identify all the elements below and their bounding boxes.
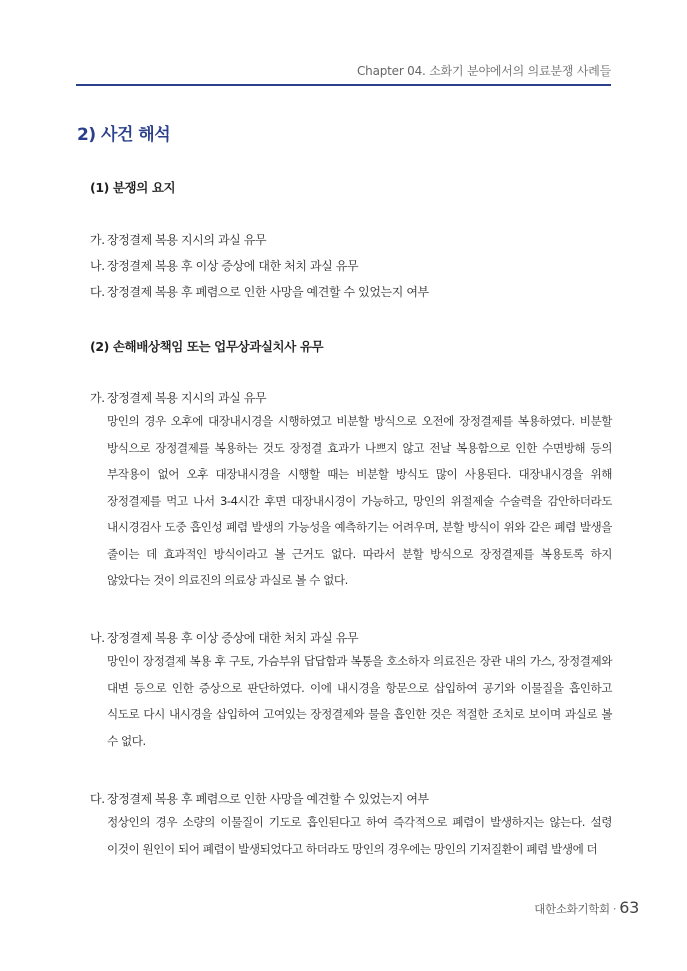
list-text: 장정결제 복용 후 폐렴으로 인한 사망을 예견할 수 있었는지 여부 bbox=[107, 285, 429, 299]
list-marker: 가. bbox=[90, 233, 105, 247]
dispute-item-3 bbox=[90, 283, 429, 300]
dispute-item-2 bbox=[90, 257, 358, 274]
list-marker: 다. bbox=[90, 285, 105, 299]
page-number: 63 bbox=[619, 898, 639, 917]
liability-title: (2) 손해배상책임 또는 업무상과실치사 유무 bbox=[90, 339, 324, 354]
liability-item-1-heading bbox=[90, 389, 266, 406]
list-marker: 나. bbox=[90, 631, 105, 645]
list-text: 장정결제 복용 지시의 과실 유무 bbox=[107, 391, 267, 405]
dispute-summary-title: (1) 분쟁의 요지 bbox=[90, 180, 176, 195]
dispute-item-1 bbox=[90, 231, 266, 248]
liability-item-2-heading bbox=[90, 629, 358, 646]
list-text: 장정결제 복용 지시의 과실 유무 bbox=[107, 233, 267, 247]
list-marker: 다. bbox=[90, 792, 105, 806]
liability-item-3-heading bbox=[90, 790, 429, 807]
list-text: 장정결제 복용 후 이상 증상에 대한 처치 과실 유무 bbox=[107, 631, 359, 645]
society-name: 대한소화기학회 bbox=[534, 902, 610, 916]
page-footer bbox=[534, 898, 639, 917]
liability-item-2-body: 망인이 장정결제 복용 후 구토, 가슴부위 답답함과 복통을 호소하자 의료진은 장관 내의 가스, 장정결제와 대변 등으로 인한 증상으로 판단하였다. 이에 내시경을 항문으로 삽입하여 공기와 이물질을 흡인하고 식도로 다시 내시경을 삽입하여 고여있는 장정결제와 물을 흡인한 것은 적절한 조치로 보이며 과실로 볼 수 없다. bbox=[107, 654, 612, 748]
list-text: 장정결제 복용 후 폐렴으로 인한 사망을 예견할 수 있었는지 여부 bbox=[107, 792, 429, 806]
liability-item-3-body: 정상인의 경우 소량의 이물질이 기도로 흡인된다고 하여 즉각적으로 폐렴이 발생하지는 않는다. 설령 이것이 원인이 되어 폐렴이 발생되었다고 하더라도 망인의 경우에는 망인의 기저질환이 폐렴 발생에 더 bbox=[107, 815, 612, 856]
section-title: 2) 사건 해석 bbox=[77, 125, 171, 145]
list-text: 장정결제 복용 후 이상 증상에 대한 처치 과실 유무 bbox=[107, 259, 359, 273]
footer-separator: · bbox=[612, 902, 617, 916]
chapter-header: Chapter 04. 소화기 분야에서의 의료분쟁 사례들 bbox=[356, 64, 611, 78]
liability-item-1-body: 망인의 경우 오후에 대장내시경을 시행하였고 비분할 방식으로 오전에 장정결제를 복용하였다. 비분할 방식으로 장정결제를 복용하는 것도 장정결 효과가 나쁘지 않고 전날 복용함으로 인한 수면방해 등의 부작용이 없어 오후 대장내시경을 시행할 때는 비분할 방식도 많이 사용된다. 대장내시경을 위해 장정결제를 먹고 나서 3-4시간 후면 대장내시경이 가능하고, 망인의 위절제술 수술력을 감안하더라도 내시경검사 도중 흡인성 폐렴 발생의 가능성을 예측하기는 어려우며, 분할 방식이 위와 같은 폐렴 발생을 줄이는 데 효과적인 방식이라고 볼 근거도 없다. 따라서 분할 방식으로 장정결제를 복용토록 하지 않았다는 것이 의료진의 의료상 과실로 볼 수 없다. bbox=[107, 414, 612, 587]
list-marker: 가. bbox=[90, 391, 105, 405]
list-marker: 나. bbox=[90, 259, 105, 273]
header-rule bbox=[76, 84, 611, 86]
